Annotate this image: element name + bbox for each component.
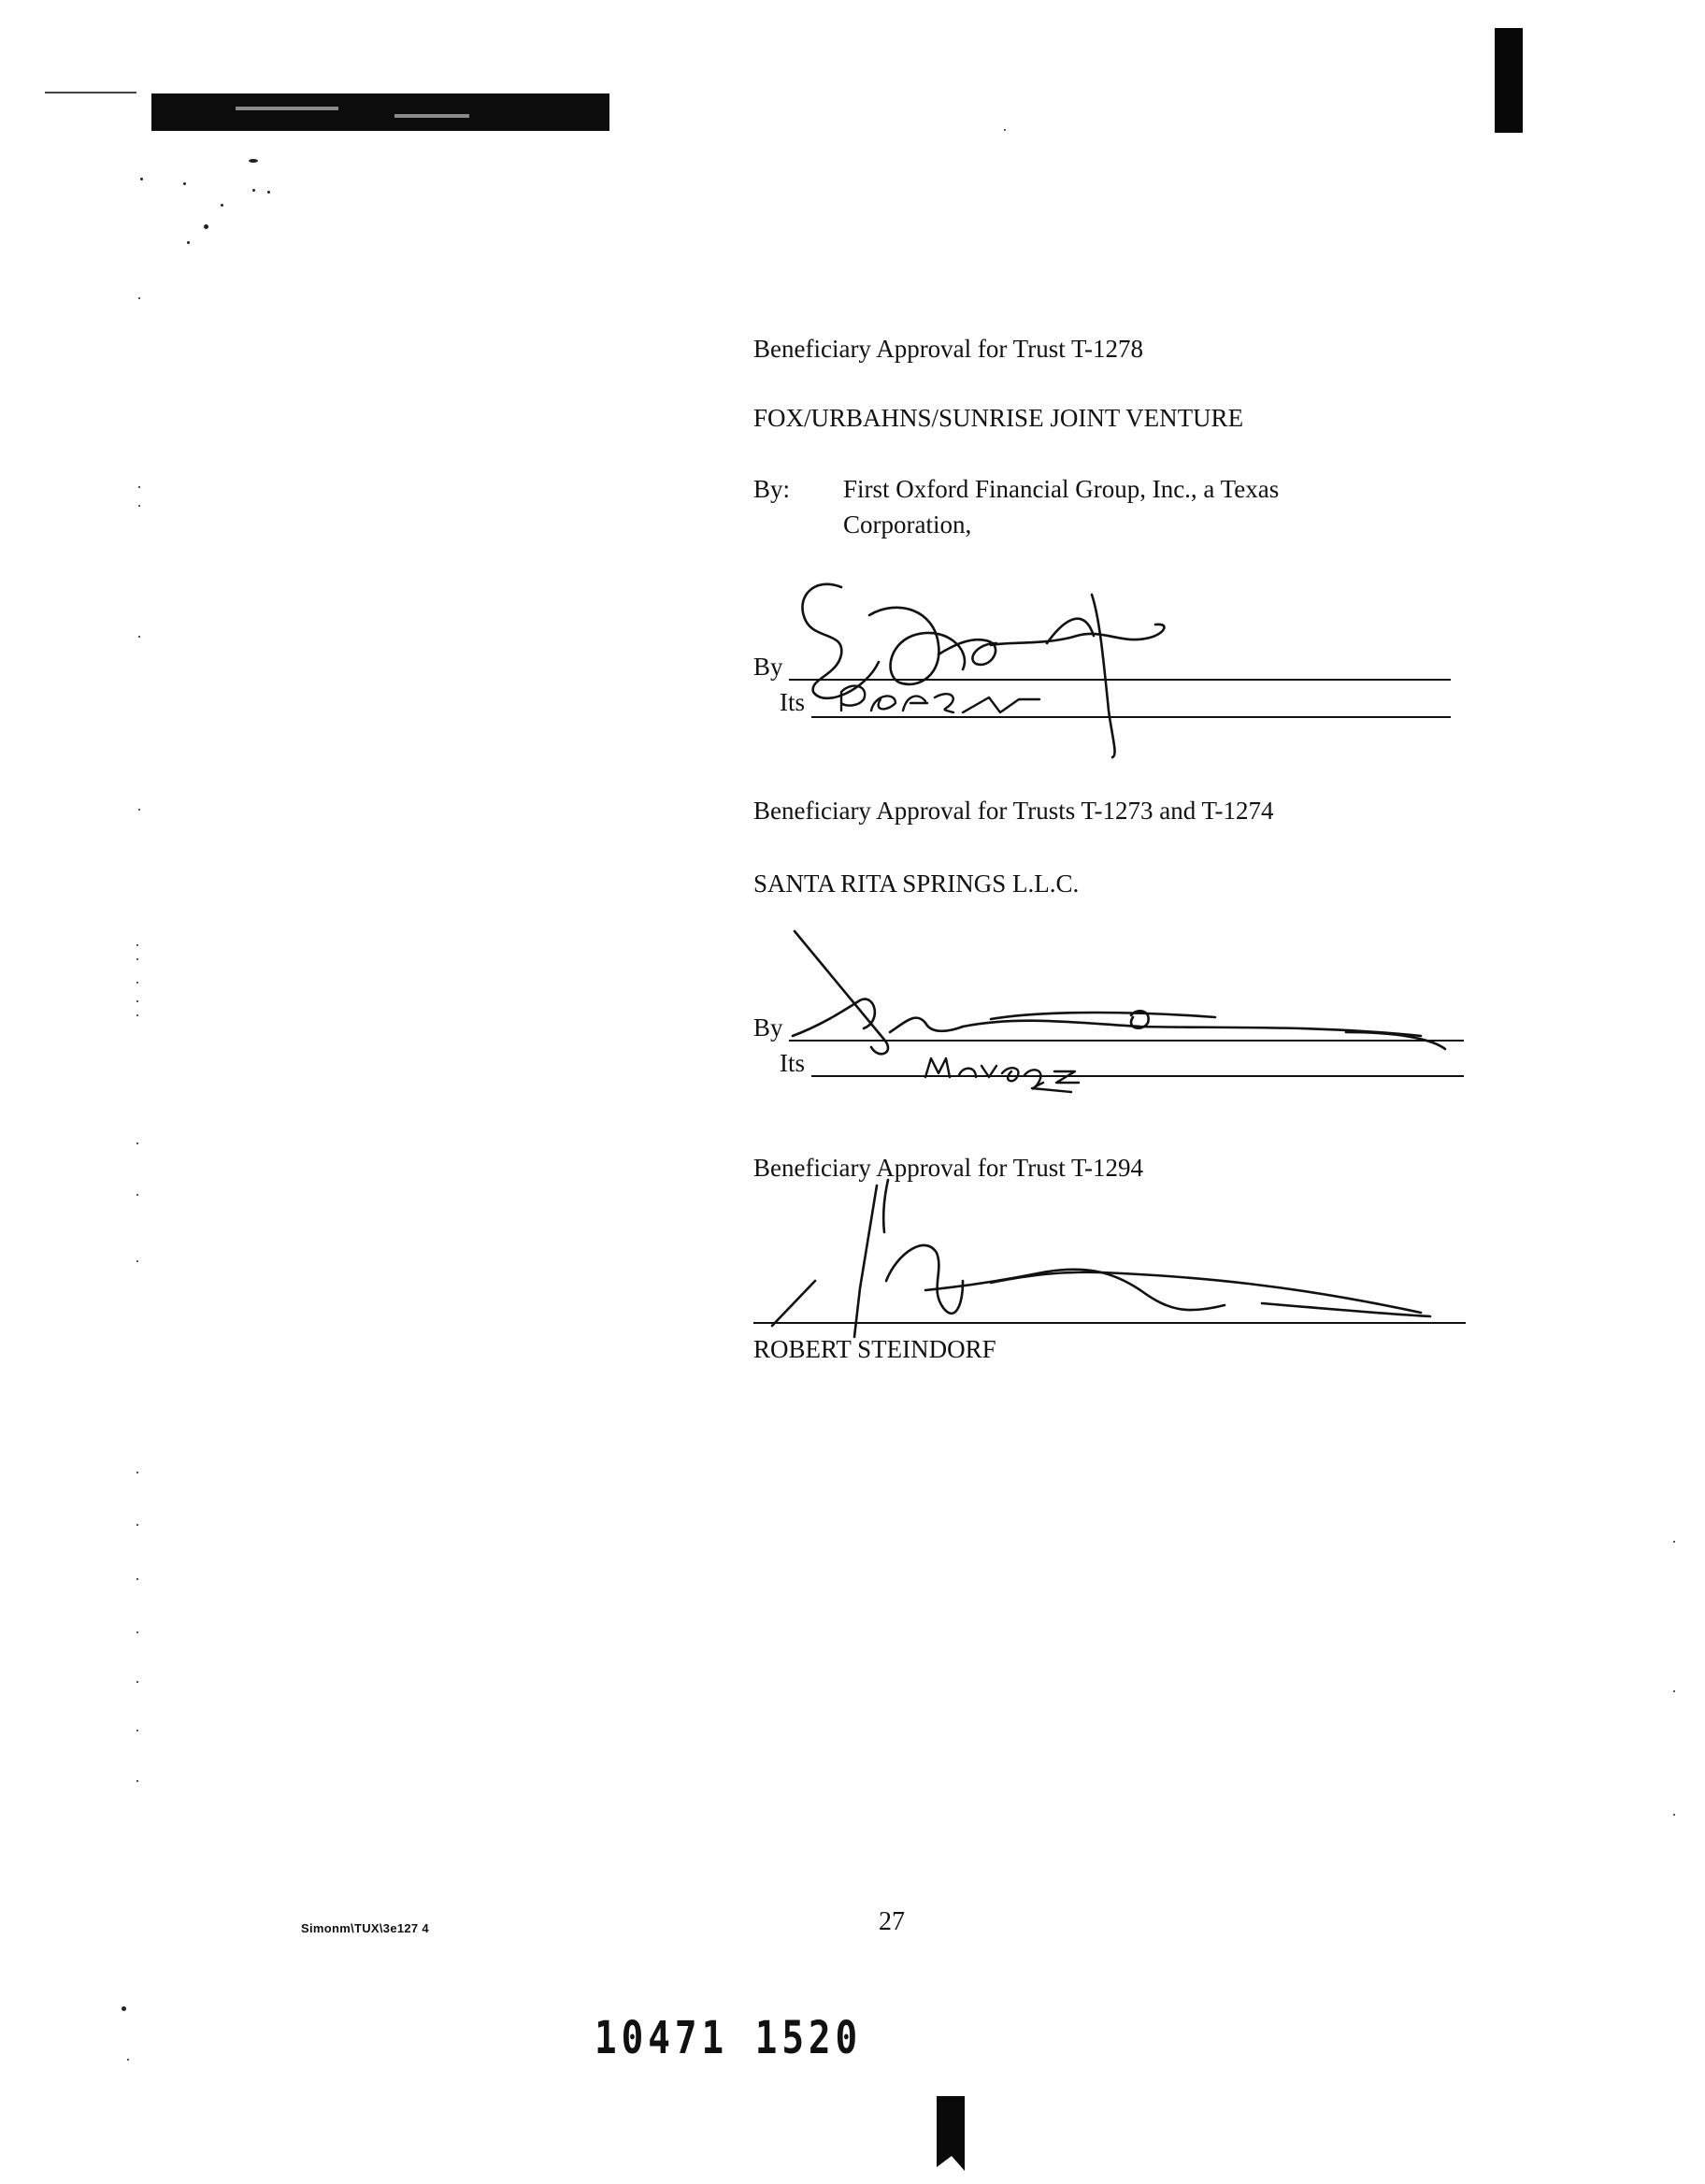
handwritten-title-1 <box>841 686 1039 712</box>
approval-heading: Beneficiary Approval for Trusts T-1273 and T-1274 <box>753 797 1274 825</box>
signer-name: ROBERT STEINDORF <box>753 1335 996 1363</box>
page-number: 27 <box>879 1907 905 1936</box>
signature-1 <box>802 584 1164 757</box>
signature-2 <box>793 931 1445 1054</box>
file-identifier: Simonm\TUX\3e127 4 <box>301 1921 429 1935</box>
recording-stamp: 10471 1520 <box>595 2012 863 2064</box>
approval-heading: Beneficiary Approval for Trust T-1278 <box>753 335 1143 363</box>
bottom-edge-mark <box>937 2096 965 2171</box>
handwritten-title-2 <box>925 1058 1079 1092</box>
its-label: Its <box>780 1049 805 1077</box>
its-label: Its <box>780 688 805 716</box>
by-label: By <box>753 653 783 681</box>
entity-name: SANTA RITA SPRINGS L.L.C. <box>753 869 1080 898</box>
signature-3 <box>772 1180 1430 1337</box>
by-label: By <box>753 1013 783 1042</box>
by-prefix: By: <box>753 475 791 503</box>
by-entity-line-1: First Oxford Financial Group, Inc., a Texas <box>843 475 1280 503</box>
entity-name: FOX/URBAHNS/SUNRISE JOINT VENTURE <box>753 404 1244 432</box>
by-entity-line-2: Corporation, <box>843 510 972 539</box>
approval-heading: Beneficiary Approval for Trust T-1294 <box>753 1154 1143 1182</box>
